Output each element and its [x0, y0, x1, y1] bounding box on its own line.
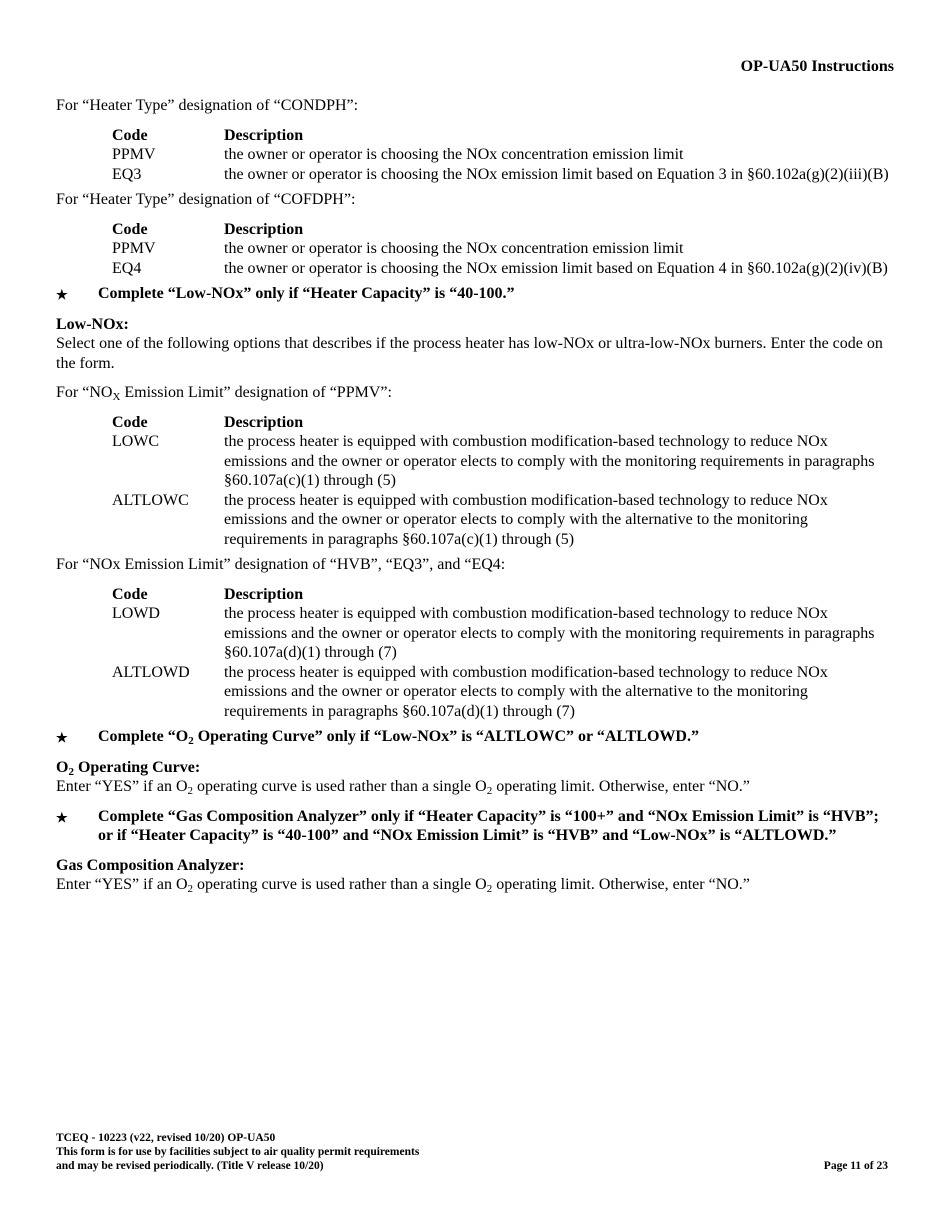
column-header-description: Description — [224, 220, 304, 238]
table-row — [112, 604, 894, 663]
ppmv-intro: For “$NO_X$ Emission Limit” designation of “PPMV”: — [56, 384, 392, 403]
footer-notice-line1: This form is for use by facilities subject to air quality permit requirements — [56, 1146, 420, 1158]
description-cell: the process heater is equipped with combustion modification-based technology to reduce NOx emissions and the owner or operator elects to comply with the alternative to the monitoring requirements in paragraphs §60.107a(c)(1) through (5) — [224, 491, 828, 548]
cofdph-code-table — [112, 220, 894, 279]
low-nox-text: Select one of the following options that describes if the process heater has low-NOx or ultra-low-NOx burners. Enter the code on the form. — [56, 335, 883, 372]
star-icon: ★ — [56, 809, 68, 825]
cofdph-intro: For “Heater Type” designation of “COFDPH”: — [56, 191, 356, 208]
table-row — [112, 432, 894, 491]
description-cell: the owner or operator is choosing the NOx concentration emission limit — [224, 240, 684, 257]
low-nox-title: Low-NOx: — [56, 315, 129, 333]
star-icon: ★ — [56, 287, 68, 302]
code-cell: EQ3 — [112, 165, 142, 183]
table-header-row — [112, 220, 894, 240]
table-row — [112, 663, 894, 722]
gas-analyzer-title: Gas Composition Analyzer: — [56, 856, 245, 874]
table-row — [112, 259, 894, 279]
gas-analyzer-text: Enter “YES” if an $O_2$ operating curve is used rather than a single $O_2$ operating limit. Otherwise, enter “NO.” — [56, 876, 750, 895]
page-header-title: OP-UA50 Instructions — [740, 58, 894, 75]
column-header-code: Code — [112, 413, 148, 431]
page-number: Page 11 of 23 — [823, 1160, 888, 1172]
table-row — [112, 145, 894, 165]
table-header-row — [112, 413, 894, 433]
description-cell: the process heater is equipped with combustion modification-based technology to reduce NOx emissions and the owner or operator elects to comply with the alternative to the monitoring requirements in paragraphs §60.107a(d)(1) through (7) — [224, 663, 828, 720]
page-footer — [56, 1131, 888, 1173]
table-row — [112, 491, 894, 550]
table-row — [112, 239, 894, 259]
code-cell: LOWC — [112, 433, 160, 450]
note-text: Complete “$O_2$ Operating Curve” only if “Low-NOx” is “ALTLOWC” or “ALTLOWD.” — [98, 728, 699, 747]
note-text: Complete “Low-NOx” only if “Heater Capacity” is “40-100.” — [98, 285, 515, 302]
description-cell: the process heater is equipped with combustion modification-based technology to reduce NOx emissions and the owner or operator elects to comply with the monitoring requirements in paragraphs §60.107a(d)(1) through (7) — [224, 605, 875, 661]
description-cell: the process heater is equipped with combustion modification-based technology to reduce NOx emissions and the owner or operator elects to comply with the monitoring requirements in paragraphs §60.107a(c)(1) through (5) — [224, 433, 875, 489]
column-header-description: Description — [224, 126, 304, 144]
note-low-nox — [56, 284, 894, 305]
column-header-code: Code — [112, 126, 148, 144]
description-cell: the owner or operator is choosing the NOx concentration emission limit — [224, 146, 684, 163]
code-cell: EQ4 — [112, 259, 142, 277]
table-header-row — [112, 126, 894, 146]
note-gas-analyzer — [56, 807, 894, 846]
column-header-description: Description — [224, 585, 304, 603]
o2-curve-text: Enter “YES” if an $O_2$ operating curve is used rather than a single $O_2$ operating limit. Otherwise, enter “NO.” — [56, 778, 750, 797]
code-cell: ALTLOWD — [112, 663, 190, 681]
column-header-code: Code — [112, 220, 148, 238]
hvb-intro: For “NOx Emission Limit” designation of “HVB”, “EQ3”, and “EQ4: — [56, 556, 506, 573]
hvb-code-table — [112, 585, 894, 722]
code-cell: LOWD — [112, 605, 160, 622]
code-cell: PPMV — [112, 146, 156, 163]
table-row — [112, 165, 894, 185]
footer-form-id: TCEQ - 10223 (v22, revised 10/20) OP-UA50 — [56, 1132, 276, 1144]
column-header-description: Description — [224, 413, 304, 431]
column-header-code: Code — [112, 585, 148, 603]
note-o2-curve — [56, 727, 894, 748]
footer-notice-line2: and may be revised periodically. (Title V release 10/20) — [56, 1160, 324, 1172]
note-text: Complete “Gas Composition Analyzer” only if “Heater Capacity” is “100+” and “NOx Emission Limit” is “HVB”; or if “Heater Capacity” is “40-100” and “NOx Emission Limit” is “HVB” and “Low-NOx” is “ALTLOWD.” — [98, 807, 879, 844]
page-content — [56, 96, 894, 905]
star-icon: ★ — [56, 730, 68, 745]
ppmv-code-table — [112, 413, 894, 550]
description-cell: the owner or operator is choosing the NOx emission limit based on Equation 4 in §60.102a(g)(2)(iv)(B) — [224, 259, 888, 277]
description-cell: the owner or operator is choosing the NOx emission limit based on Equation 3 in §60.102a(g)(2)(iii)(B) — [224, 165, 889, 183]
o2-curve-title: $O_2$ Operating Curve: — [56, 758, 201, 778]
condph-intro: For “Heater Type” designation of “CONDPH”: — [56, 97, 359, 114]
table-header-row — [112, 585, 894, 605]
code-cell: ALTLOWC — [112, 491, 189, 509]
condph-code-table — [112, 126, 894, 185]
code-cell: PPMV — [112, 240, 156, 257]
